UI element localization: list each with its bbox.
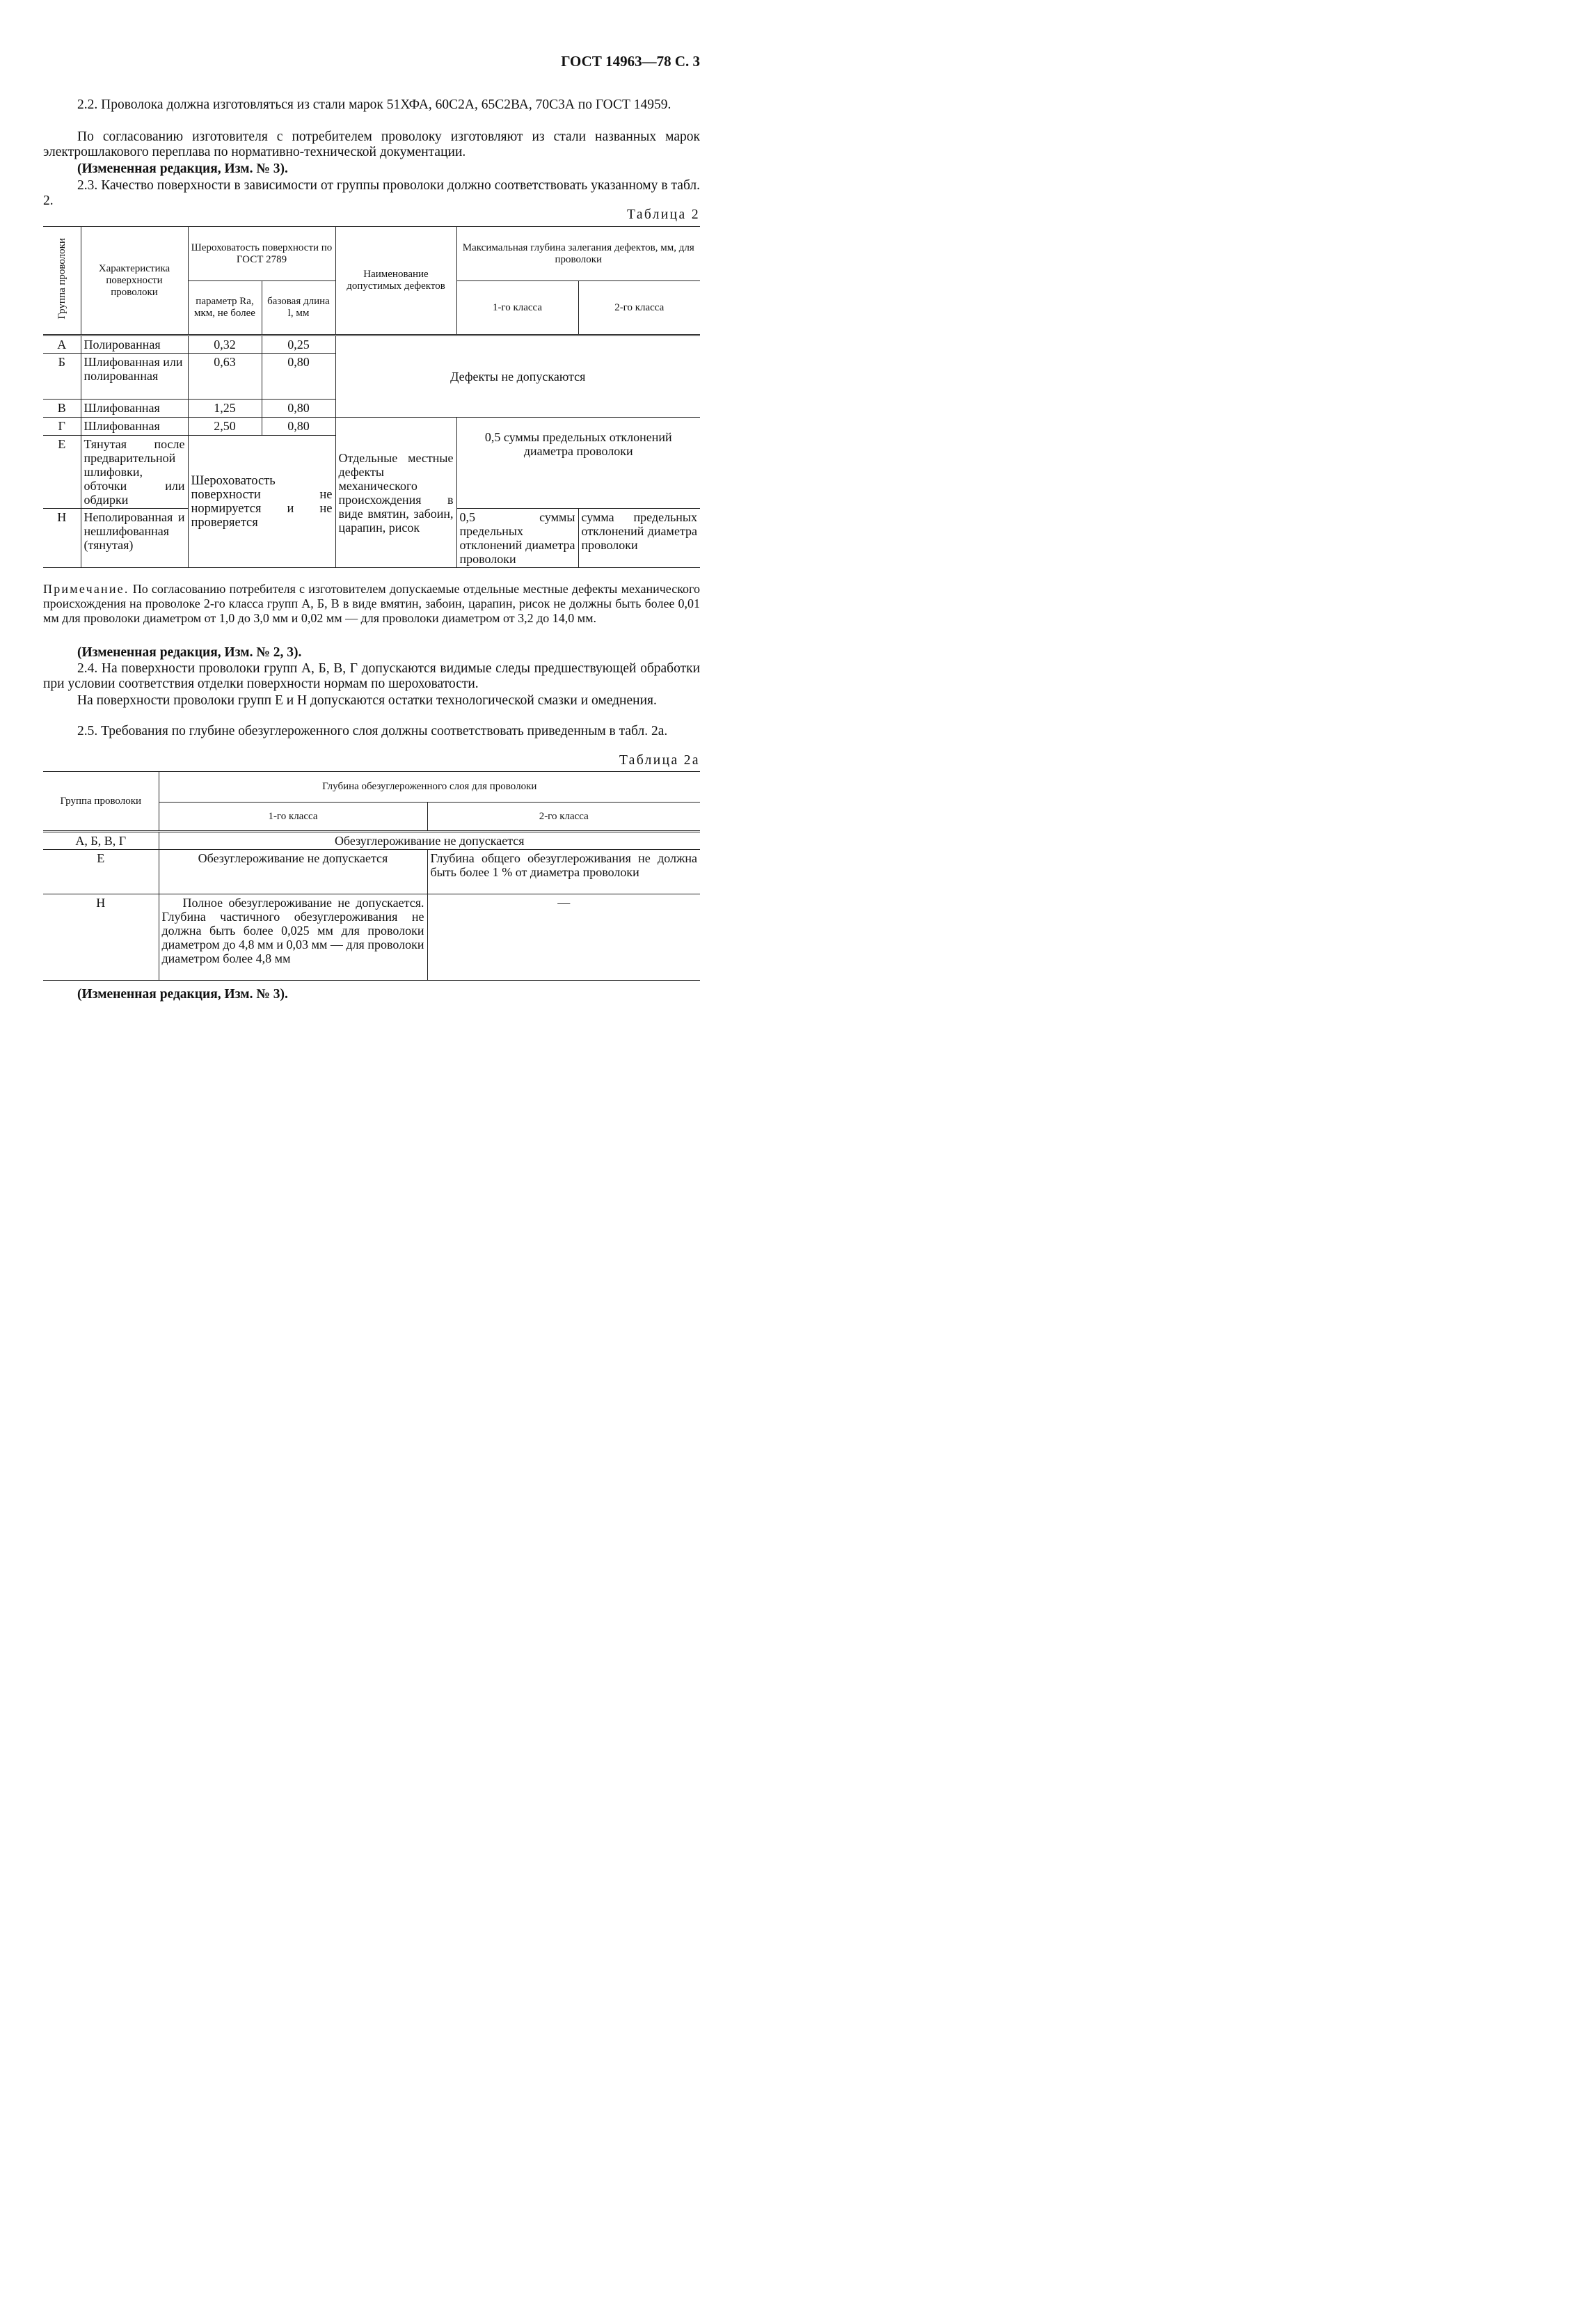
paragraph-2-3: 2.3. Качество поверхности в зависимости от группы проволоки должно соответствовать указанному в табл. 2. [43,178,700,208]
amendment-note-2-3: (Измененная редакция, Изм. № 2, 3). [77,645,302,660]
paragraph-2-2-agreement: По согласованию изготовителя с потребителем проволоку изготовляют из стали названных марок электрошлакового переплава по нормативно-технической документации. [43,129,700,159]
header-group: Группа проволоки [43,227,81,335]
table-row: Г Шлифованная 2,50 0,80 Отдельные местные дефекты механического происхождения в виде вмятин, забоин, царапин, рисок 0,5 суммы предельных отклонений диаметра проволоки [43,418,700,436]
paragraph-2-4: 2.4. На поверхности проволоки групп А, Б, В, Г допускаются видимые следы предшествующей обработки при условии соответствия отделки поверхности нормам по шероховатости. [43,661,700,691]
header-class-1: 1-го класса [456,281,578,335]
local-defects-cell: Отдельные местные дефекты механического происхождения в виде вмятин, забоин, царапин, рисок [335,418,456,568]
table-2a [43,771,700,981]
e-depth-cell: 0,5 суммы предельных отклонений диаметра проволоки [456,418,700,509]
header-defects: Наименование допустимых дефектов [335,227,456,335]
table-row: Е Обезуглероживание не допускается Глубина общего обезуглероживания не должна быть более 1 % от диаметра проволоки [43,850,700,894]
header-roughness: Шероховатость поверхности по ГОСТ 2789 [188,227,335,281]
header-ra: параметр Ra, мкм, не более [188,281,262,335]
amendment-note-final: (Измененная редакция, Изм. № 3). [77,987,288,1002]
table-row: В Шлифованная 1,25 0,80 [43,400,700,418]
header-class-2: 2-го класса [578,281,700,335]
table-2 [43,226,700,568]
paragraph-2-2: 2.2. Проволока должна изготовляться из стали марок 51ХФА, 60С2А, 65С2ВА, 70С3А по ГОСТ 14959. [77,97,671,112]
header-decarb-depth: Глубина обезуглероженного слоя для проволоки [159,772,700,803]
header-class-1: 1-го класса [159,803,427,832]
h-depth-class-2: сумма предельных отклонений диаметра проволоки [578,509,700,568]
paragraph-2-4-e-h: На поверхности проволоки групп Е и Н допускаются остатки технологической смазки и омеднения. [77,693,657,708]
table-2-caption: Таблица 2 [627,207,700,222]
table-row: Н Полное обезуглероживание не допускается. Глубина частичного обезуглероживания не должна быть более 0,025 мм для проволоки диаметром до 4,8 мм и 0,03 мм — для проволоки диаметром более 4,8 мм — [43,894,700,981]
amendment-note: (Измененная редакция, Изм. № 3). [77,161,288,176]
table-row: Е Тянутая после предварительной шлифовки, обточки или обдирки Шероховатость поверхности не нормируется и не проверяется [43,436,700,509]
table-row: А, Б, В, Г Обезуглероживание не допускается [43,832,700,850]
table-row: Б Шлифованная или полированная 0,63 0,80 [43,354,700,400]
header-group: Группа проволоки [43,772,159,832]
h-depth-class-1: 0,5 суммы предельных отклонений диаметра проволоки [456,509,578,568]
table-2a-caption: Таблица 2а [619,753,700,768]
page-header: ГОСТ 14963—78 С. 3 [561,53,700,70]
table-2-note: Примечание. По согласованию потребителя с изготовителем допускаемые отдельные местные дефекты механического происхождения на проволоке 2-го класса групп А, Б, В в виде вмятин, забоин, царапин, рисок не должны быть более 0,01 мм для проволоки диаметром от 1,0 до 3,0 мм и 0,02 мм — для проволоки диаметром от 3,2 до 14,0 мм. [43,582,700,625]
header-base-length: базовая длина l, мм [262,281,335,335]
header-characteristic: Характеристика поверхности проволоки [81,227,188,335]
table-row: Н Неполированная и нешлифованная (тянутая) 0,5 суммы предельных отклонений диаметра проволоки сумма предельных отклонений диаметра проволоки [43,509,700,568]
table-row: А Полированная 0,32 0,25 Дефекты не допускаются [43,335,700,354]
no-defects-cell: Дефекты не допускаются [335,335,700,418]
paragraph-2-5: 2.5. Требования по глубине обезуглероженного слоя должны соответствовать приведенным в табл. 2а. [77,724,668,738]
header-class-2: 2-го класса [427,803,700,832]
header-max-depth: Максимальная глубина залегания дефектов, мм, для проволоки [456,227,700,281]
roughness-not-rated-cell: Шероховатость поверхности не нормируется и не проверяется [188,436,335,568]
